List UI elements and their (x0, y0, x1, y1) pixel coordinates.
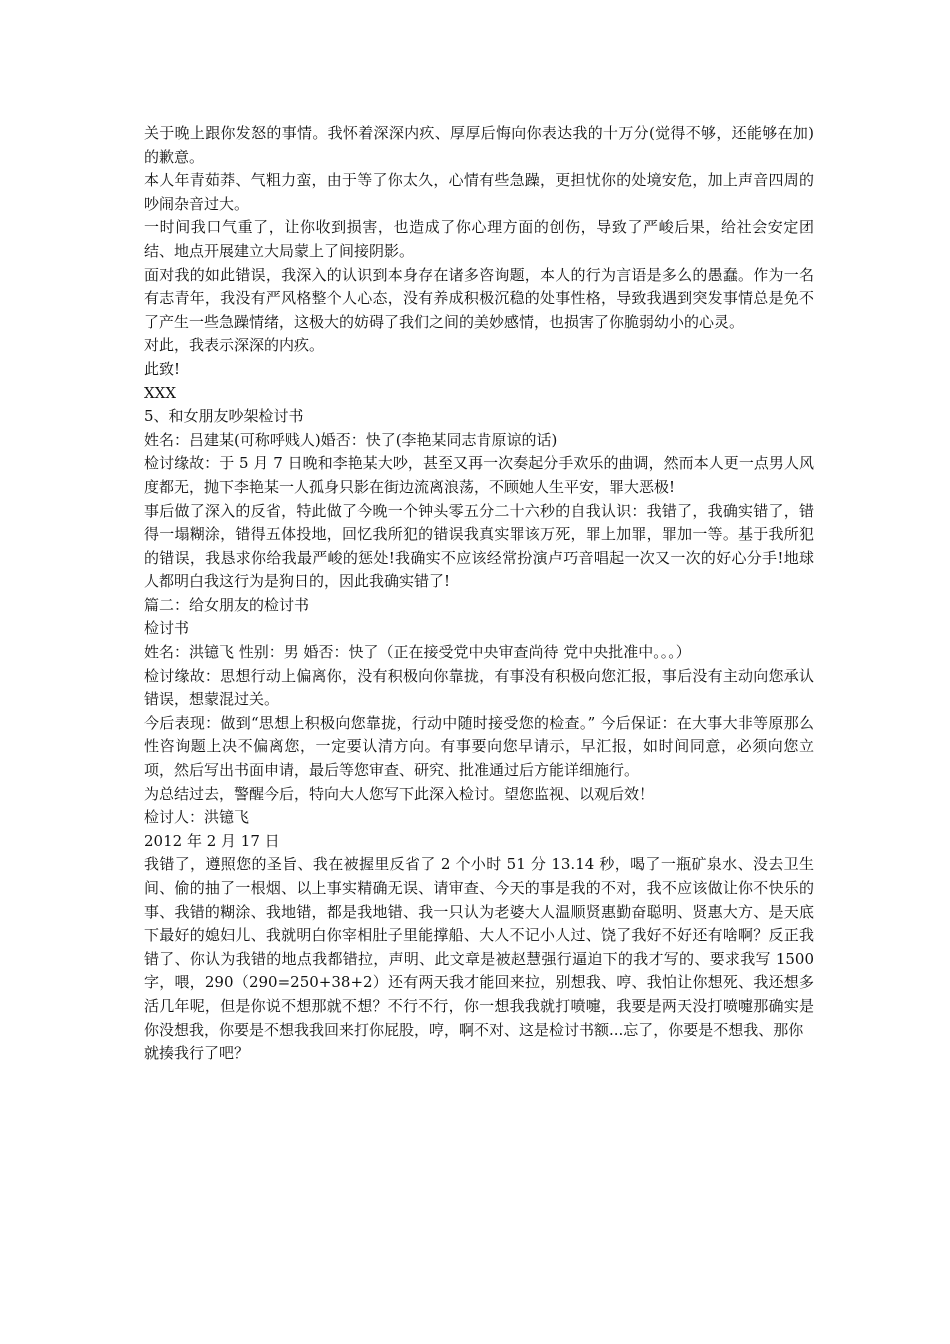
signature: XXX (144, 383, 177, 402)
paragraph: 检讨缘故：于 5 月 7 日晚和李艳某大吵，甚至又再一次奏起分手欢乐的曲调，然而本人更一点男人风度都无，抛下李艳某一人孤身只影在街边流离浪荡，不顾她人生平安，罪大恶极! (144, 454, 814, 496)
paragraph: 我错了，遵照您的圣旨、我在被握里反省了 2 个小时 51 分 13.14 秒，喝了一瓶矿泉水、没去卫生间、偷的抽了一根烟、以上事实精确无误、请审查、今天的事是我的不对，我不应该做让你不快乐的事、我错的糊涂、我地错，都是我地错、我一只认为老婆大人温顺贤惠勤奋聪明、贤惠大方、是天底下最好的媳妇儿、我就明白你宰相肚子里能撑船、大人不记小人过、饶了我好不好还有啥啊？反正我错了、你认为我错的地点我都错拉，声明、此文章是被赵慧强行逼迫下的我才写的、要求我写 1500 字，喂，290（290=250+38+2）还有两天我才能回来拉，别想我、哼、我怕让你想死、我还想多活几年呢，但是你说不想那就不想？不行不行，你一想我我就打喷嚏，我要是两天没打喷嚏那确实是你没想我，你要是不想我我回来打你屁股，哼，啊不对、这是检讨书额...忘了，你要是不想我、那你 (144, 855, 814, 1039)
paragraph: 事后做了深入的反省，特此做了今晚一个钟头零五分二十六秒的自我认识：我错了，我确实错了，错得一塌糊涂，错得五体投地，回忆我所犯的错误我真实罪该万死，罪上加罪，罪加一等。基于我所犯的错误，我恳求你给我最严峻的惩处!我确实不应该经常扮演卢巧音唱起一次又一次的好心分手!地球人都明白我这行为是狗日的，因此我确实错了! (144, 501, 814, 591)
paragraph: 本人年青茹莽、气粗力蛮，由于等了你太久，心情有些急躁，更担忧你的处境安危，加上声音四周的吵闹杂音过大。 (144, 171, 814, 213)
paragraph: 对此，我表示深深的内疚。 (144, 336, 325, 355)
paragraph: 面对我的如此错误，我深入的认识到本身存在诸多咨询题，本人的行为言语是多么的愚蠢。作为一名有志青年，我没有严风格整个人心态，没有养成积极沉稳的处事性格，导致我遇到突发事情总是免不了产生一些急躁情绪，这极大的妨碍了我们之间的美妙感情，也损害了你脆弱幼小的心灵。 (144, 265, 814, 331)
section-heading: 篇二：给女朋友的检讨书 (144, 595, 310, 614)
paragraph: 关于晚上跟你发怒的事情。我怀着深深内疚、厚厚后悔向你表达我的十万分(觉得不够，还能够在加)的歉意。 (144, 124, 814, 166)
paragraph: 就揍我行了吧？ (144, 1044, 250, 1063)
closing-salutation: 此致! (144, 359, 181, 378)
paragraph: 姓名：洪镱飞 性别：男 婚否：快了（正在接受党中央审查尚待 党中央批准中。。。） (144, 643, 691, 662)
document-title: 检讨书 (144, 619, 190, 638)
section-heading: 5、和女朋友吵架检讨书 (144, 407, 304, 426)
paragraph: 检讨缘故：思想行动上偏离你，没有积极向你靠拢，有事没有积极向您汇报，事后没有主动向您承认错误，想蒙混过关。 (144, 666, 814, 709)
paragraph: 一时间我口气重了，让你收到损害，也造成了你心理方面的创伤，导致了严峻后果，给社会安定团结、地点开展建立大局蒙上了间接阴影。 (144, 218, 814, 260)
paragraph: 今后表现：做到“思想上积极向您靠拢，行动中随时接受您的检查。” 今后保证：在大事大非等原那么性咨询题上决不偏离您，一定要认清方向。有事要向您早请示，早汇报，如时间同意，必须向您立项，然后写出书面申请，最后等您审查、研究、批准通过后方能详细施行。 (144, 713, 814, 780)
paragraph: 姓名：吕建某(可称呼贱人)婚否：快了(李艳某同志肯原谅的话) (144, 430, 558, 449)
document-body (144, 122, 814, 1066)
author-line: 检讨人：洪镱飞 (144, 808, 250, 827)
paragraph: 为总结过去，警醒今后，特向大人您写下此深入检讨。望您监视、以观后效！ (144, 784, 655, 803)
date-line: 2012 年 2 月 17 日 (144, 831, 280, 850)
